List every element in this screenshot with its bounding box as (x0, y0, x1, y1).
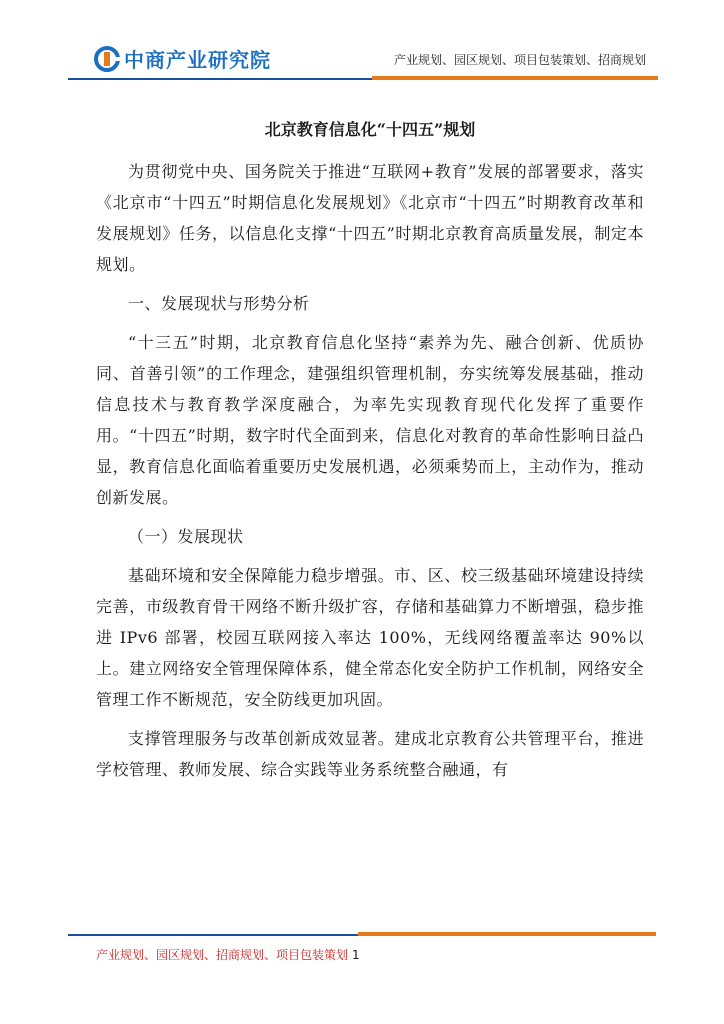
paragraph-infrastructure: 基础环境和安全保障能力稳步增强。市、区、校三级基础环境建设持续完善，市级教育骨干网络不断升级扩容，存储和基础算力不断增强，稳步推进 IPv6 部署，校园互联网接入率达 100%，无线网络覆盖率达 90%以上。建立网络安全管理保障体系，健全常态化安全防护工作机制，网络安全管理工作不断规范，安全防线更加巩固。 (96, 566, 644, 709)
page-header (0, 0, 724, 90)
logo-text: 中商产业研究院 (124, 48, 271, 72)
document-body (96, 118, 644, 793)
header-divider-blue (68, 78, 372, 80)
paragraph-overview: “十三五”时期，北京教育信息化坚持“素养为先、融合创新、优质协同、首善引领”的工作理念，建强组织管理机制，夯实统筹发展基础，推动信息技术与教育教学深度融合，为率先实现教育现代化发挥了重要作用。“十四五”时期，数字时代全面到来，信息化对教育的革命性影响日益凸显，教育信息化面临着重要历史发展机遇，必须乘势而上，主动作为，推动创新发展。 (96, 333, 644, 507)
company-logo (94, 44, 271, 73)
paragraph-management: 支撑管理服务与改革创新成效显著。建成北京教育公共管理平台，推进学校管理、教师发展、综合实践等业务系统整合融通，有 (96, 729, 644, 779)
header-tagline: 产业规划、园区规划、项目包装策划、招商规划 (393, 53, 646, 67)
paragraph-intro: 为贯彻党中央、国务院关于推进“互联网+教育”发展的部署要求，落实《北京市“十四五”时期信息化发展规划》《北京市“十四五”时期教育改革和发展规划》任务，以信息化支撑“十四五”时期北京教育高质量发展，制定本规划。 (96, 162, 644, 274)
page-number: 1 (352, 948, 360, 962)
header-divider-orange (372, 76, 658, 80)
page-footer (96, 946, 360, 963)
footer-divider-blue (68, 934, 358, 936)
section-heading-1: 一、发展现状与形势分析 (128, 294, 310, 313)
document-title: 北京教育信息化“十四五”规划 (264, 120, 476, 139)
footer-divider-orange (358, 932, 656, 936)
logo-mark-icon (94, 46, 120, 72)
footer-text: 产业规划、园区规划、招商规划、项目包装策划 (96, 948, 349, 962)
subsection-heading-1: （一）发展现状 (128, 527, 244, 546)
